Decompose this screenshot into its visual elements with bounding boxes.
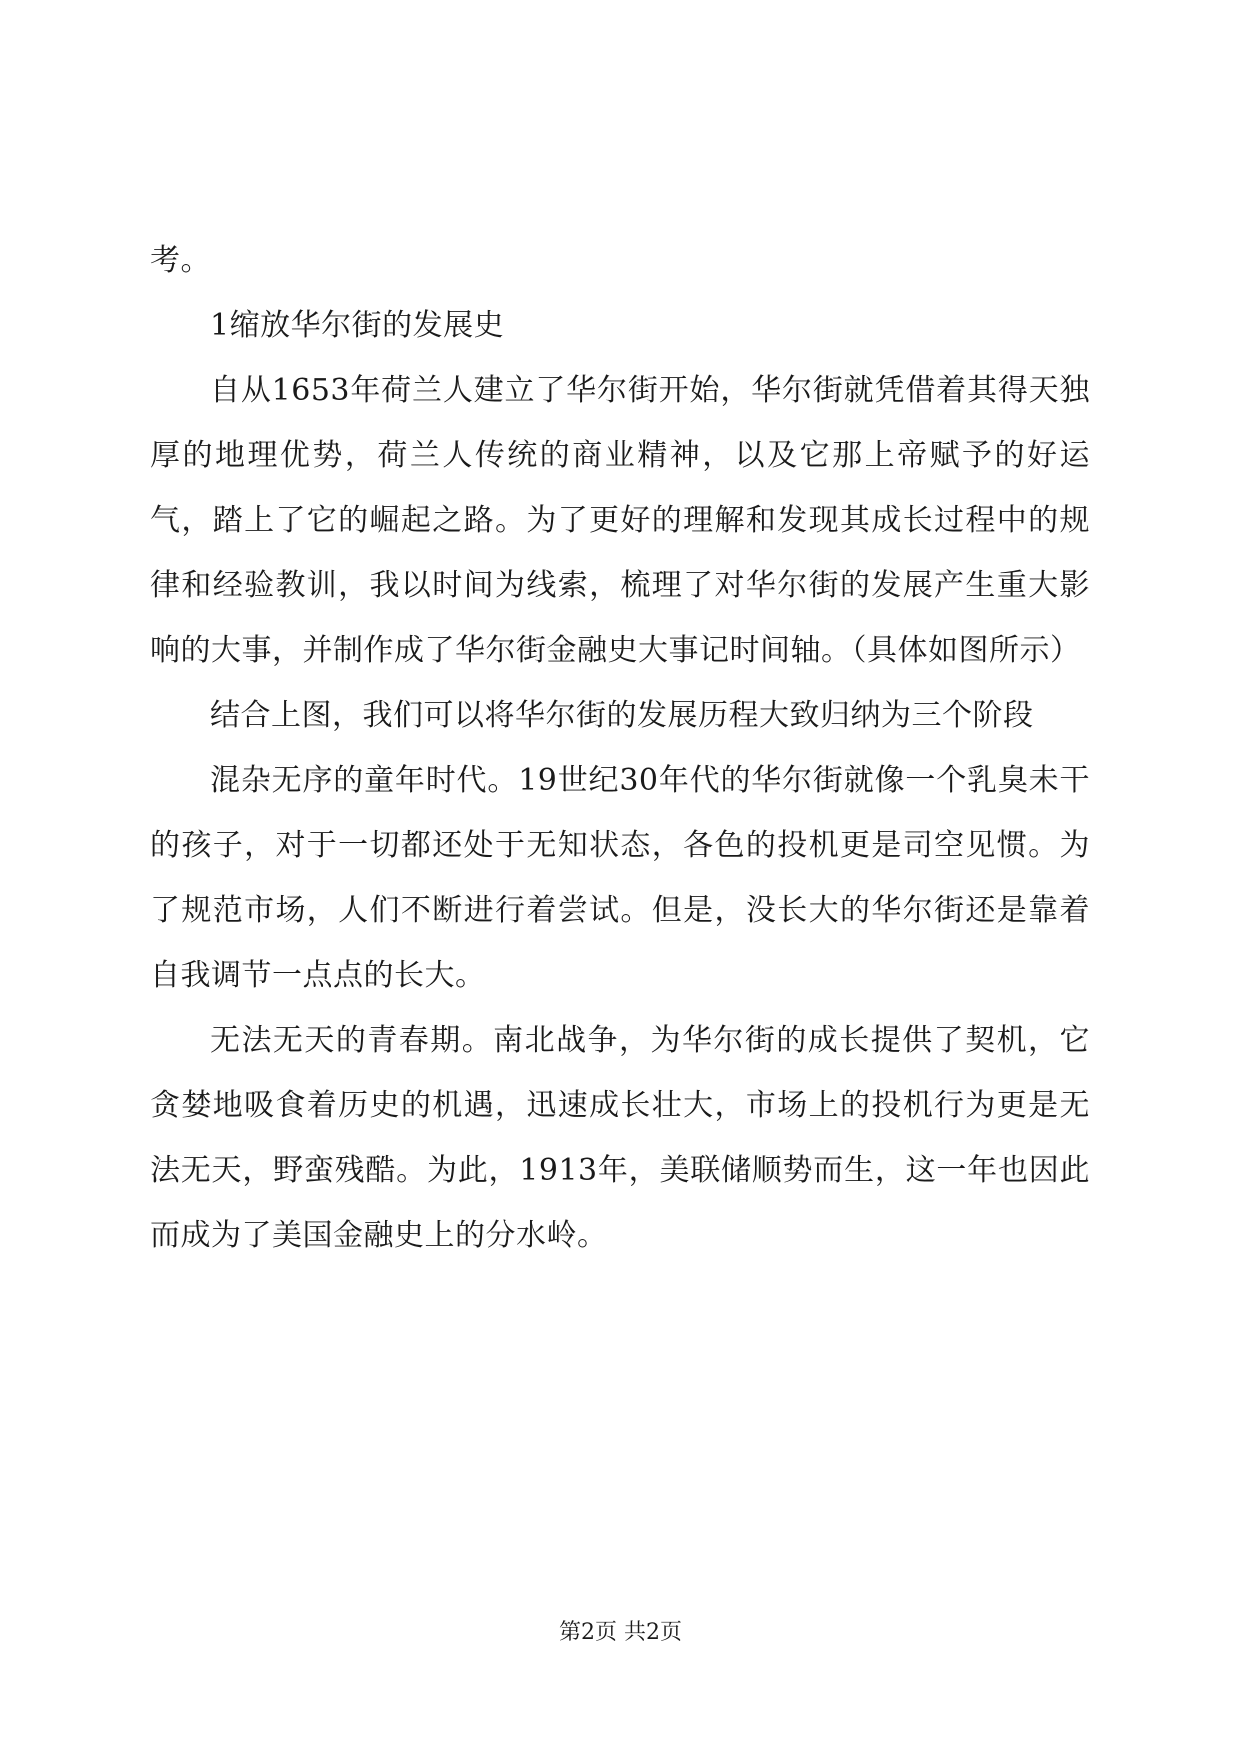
- paragraph-youth-stage: 无法无天的青春期。南北战争，为华尔街的成长提供了契机，它贪婪地吸食着历史的机遇，迅速成长壮大，市场上的投机行为更是无法无天，野蛮残酷。为此，1913年，美联储顺势而生，这一年也因此而成为了美国金融史上的分水岭。: [150, 1023, 1090, 1253]
- document-body: [150, 228, 1090, 1268]
- paragraph-stages-summary: 结合上图，我们可以将华尔街的发展历程大致归纳为三个阶段: [210, 698, 1034, 733]
- section-heading: 1缩放华尔街的发展史: [210, 308, 505, 343]
- paragraph-history-intro: 自从1653年荷兰人建立了华尔街开始，华尔街就凭借着其得天独厚的地理优势，荷兰人传统的商业精神，以及它那上帝赋予的好运气，踏上了它的崛起之路。为了更好的理解和发现其成长过程中的规律和经验教训，我以时间为线索，梳理了对华尔街的发展产生重大影响的大事，并制作成了华尔街金融史大事记时间轴。（具体如图所示）: [150, 373, 1090, 668]
- paragraph-childhood-stage: 混杂无序的童年时代。19世纪30年代的华尔街就像一个乳臭未干的孩子，对于一切都还处于无知状态，各色的投机更是司空见惯。为了规范市场，人们不断进行着尝试。但是，没长大的华尔街还是靠着自我调节一点点的长大。: [150, 763, 1090, 993]
- paragraph-continuation: 考。: [150, 243, 211, 278]
- page-number-footer: 第2页 共2页: [559, 1620, 682, 1645]
